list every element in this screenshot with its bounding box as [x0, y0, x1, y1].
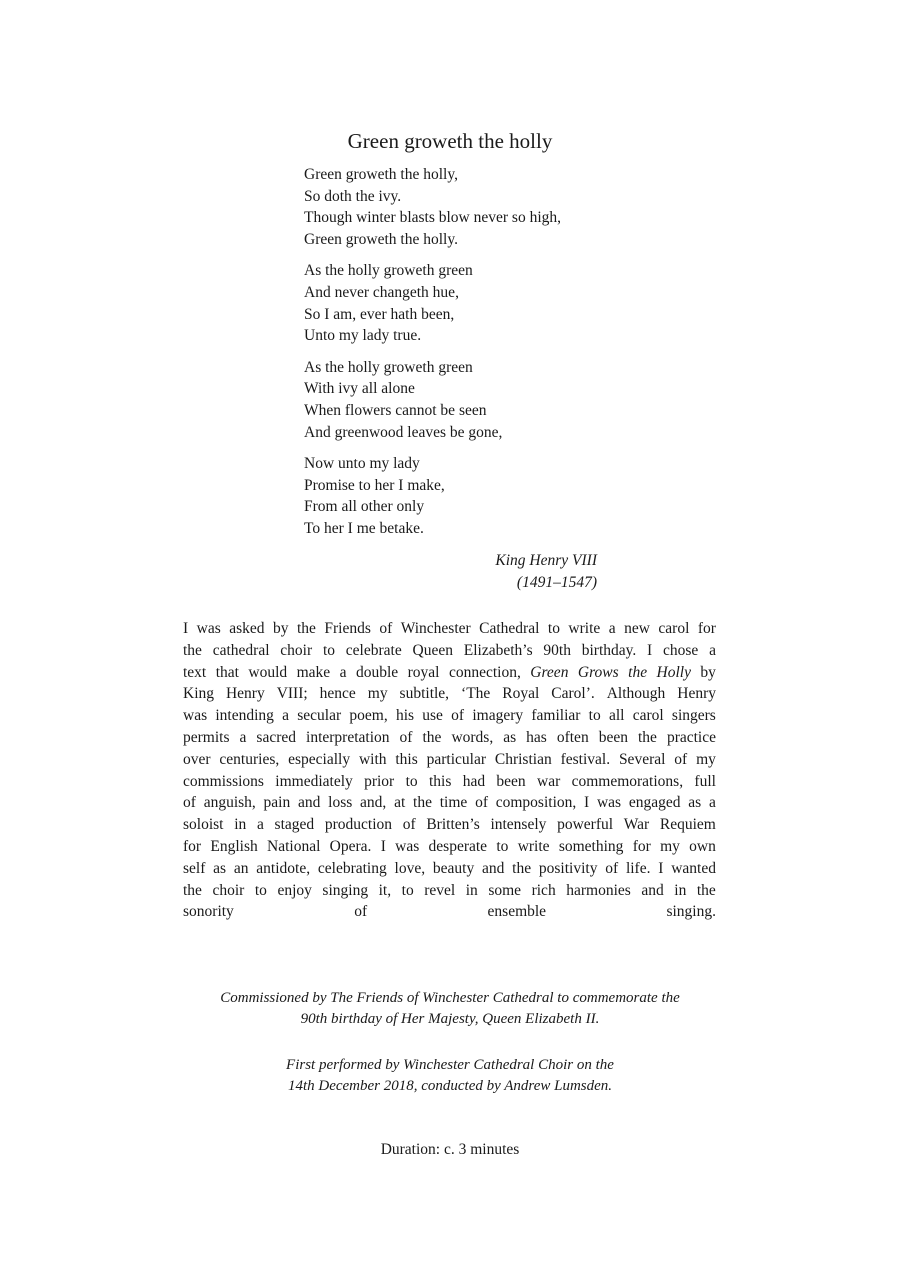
prose-word: secular — [297, 707, 342, 725]
prose-word: to — [322, 641, 335, 659]
stanza-1 — [304, 164, 561, 251]
prose-word: for — [697, 620, 716, 637]
prose-word: double — [355, 663, 399, 681]
prose-word: write — [568, 620, 601, 637]
prose-word: the — [183, 641, 202, 659]
prose-word: anguish, — [203, 794, 256, 812]
prose-line: sonority of ensemble singing. — [183, 903, 716, 921]
prose-word: self — [183, 859, 206, 877]
prose-word: antidote, — [256, 859, 311, 877]
commission-note — [0, 988, 900, 1030]
prose-word: singing — [322, 881, 369, 899]
prose-word: a — [282, 707, 290, 725]
prose-word: VIII; — [276, 685, 308, 703]
prose-word: of — [475, 794, 488, 812]
prose-word: was — [183, 707, 208, 725]
prose-word: intensely — [490, 816, 547, 834]
prose-word: this — [428, 772, 452, 790]
prose-word: to — [588, 707, 601, 725]
poem-text — [304, 164, 561, 549]
prose-word: choir — [212, 881, 245, 899]
premiere-note — [0, 1055, 900, 1097]
prose-word: text — [183, 663, 207, 681]
prose-word: use — [422, 707, 443, 725]
prose-word: war — [537, 772, 561, 790]
poem-line: And greenwood leaves be gone, — [304, 423, 503, 441]
prose-word: centuries, — [219, 750, 280, 768]
prose-word: as — [503, 728, 517, 746]
prose-word: life. — [625, 859, 651, 877]
poem-line: Green groweth the holly, — [304, 166, 458, 183]
prose-word: engaged — [628, 794, 681, 812]
prose-word: I — [584, 794, 590, 812]
prose-word: in — [234, 816, 247, 834]
prose-word: over — [183, 750, 211, 768]
prose-word: revel — [424, 881, 456, 899]
prose-word: soloist — [183, 816, 224, 834]
prose-line — [183, 749, 716, 771]
prose-word: production — [324, 816, 393, 834]
prose-word: a — [239, 728, 247, 746]
italic-title-word: Green — [530, 663, 569, 681]
prose-word: permits — [183, 728, 230, 746]
prose-word: King — [183, 685, 214, 703]
prose-word: to — [254, 881, 267, 899]
poem-line: Though winter blasts blow never so high, — [304, 209, 562, 227]
prose-word: familiar — [531, 707, 581, 725]
prose-word: 90th — [543, 641, 571, 659]
prose-word: particular — [426, 750, 487, 768]
prose-word: a — [608, 620, 616, 637]
prose-word: to — [547, 620, 560, 637]
prose-word: and — [481, 859, 505, 877]
stanza-3 — [304, 357, 561, 444]
prose-word: an — [233, 859, 249, 877]
prose-word: of — [451, 707, 465, 725]
prose-word: the — [696, 881, 716, 899]
prose-word: asked — [229, 620, 265, 637]
commission-line: 90th birthday of Her Majesty, Queen Elizabeth II. — [300, 1011, 600, 1027]
prose-word: especially — [288, 750, 351, 768]
prose-word: it, — [378, 881, 392, 899]
prose-word: carol — [632, 707, 664, 725]
prose-word: Britten’s — [426, 816, 480, 834]
prose-word: of — [379, 620, 393, 637]
prose-word: Queen — [412, 641, 453, 659]
italic-title-word: Grows — [577, 663, 619, 681]
prose-word: Winchester — [400, 620, 471, 637]
prose-word: that — [215, 663, 239, 681]
prose-word: my — [367, 685, 388, 703]
prose-word: Elizabeth’s — [463, 641, 533, 659]
prose-word: the — [512, 859, 532, 877]
prose-word: beauty — [432, 859, 475, 877]
prose-line — [183, 836, 716, 858]
prose-word: Royal — [502, 685, 540, 703]
prose-word: Henry — [225, 685, 265, 703]
prose-word: of — [183, 794, 196, 812]
prose-word: celebrating — [317, 859, 387, 877]
prose-word: the — [422, 728, 442, 746]
prose-word: by — [700, 663, 716, 681]
poem-author: King Henry VIII — [495, 552, 597, 569]
prose-word: by — [272, 620, 289, 637]
poem-line: Promise to her I make, — [304, 476, 445, 494]
premiere-line: First performed by Winchester Cathedral Choir on the — [286, 1057, 614, 1073]
prose-word: Friends — [324, 620, 371, 637]
prose-word: powerful — [557, 816, 614, 834]
prose-word: English — [210, 837, 258, 855]
prose-word: with — [358, 750, 387, 768]
prose-word: to — [401, 881, 414, 899]
prose-word: birthday. — [581, 641, 637, 659]
prose-word: Requiem — [659, 816, 716, 834]
prose-word: a — [709, 641, 716, 659]
prose-word: of — [402, 816, 416, 834]
prose-word: for — [183, 837, 202, 855]
prose-line — [183, 814, 716, 836]
prose-word: a — [708, 794, 716, 812]
prose-word: Cathedral — [479, 620, 540, 637]
prose-word: for — [632, 837, 651, 855]
poem-dates: (1491–1547) — [516, 573, 597, 591]
poem-line: When flowers cannot be seen — [304, 402, 487, 420]
prose-word: War — [623, 816, 650, 834]
poem-line: As the holly groweth green — [304, 262, 473, 280]
prose-word: interpretation — [306, 728, 390, 746]
prose-word: had — [462, 772, 486, 790]
prose-word: celebrate — [345, 641, 402, 659]
prose-word: imagery — [472, 707, 524, 725]
prose-word: loss — [328, 794, 353, 812]
prose-word: the — [296, 620, 316, 637]
prose-word: was — [596, 794, 622, 812]
prose-word: his — [395, 707, 415, 725]
prose-word: make — [296, 663, 331, 681]
prose-word: hence — [319, 685, 356, 703]
poem-line: Unto my lady true. — [304, 327, 422, 345]
prose-word: immediately — [275, 772, 353, 790]
prose-word: was — [196, 620, 221, 637]
premiere-line: 14th December 2018, conducted by Andrew Lumsden. — [287, 1078, 613, 1094]
prose-word: pain — [263, 794, 291, 812]
prose-word: Christian — [494, 750, 552, 768]
prose-word: would — [248, 663, 288, 681]
prose-word: I — [658, 859, 664, 877]
prose-word: composition, — [495, 794, 577, 812]
prose-word: I — [647, 641, 653, 659]
duration: Duration: c. 3 minutes — [380, 1141, 520, 1158]
prose-word: a — [256, 816, 264, 834]
prose-word: Although — [606, 685, 666, 703]
poem-line: With ivy all alone — [304, 380, 415, 398]
prose-line — [183, 618, 716, 640]
italic-title-word: Holly — [656, 663, 691, 681]
prose-line — [183, 858, 716, 880]
prose-word: I — [380, 837, 386, 855]
prose-word: Henry — [677, 685, 716, 703]
prose-word: Opera. — [329, 837, 372, 855]
prose-word: staged — [274, 816, 315, 834]
prose-word: was — [395, 837, 420, 855]
prose-word: write — [517, 837, 550, 855]
prose-word: I — [183, 620, 189, 637]
prose-line — [183, 792, 716, 814]
prose-word: been — [496, 772, 526, 790]
prose-line — [183, 880, 716, 902]
prose-word: enjoy — [277, 881, 312, 899]
prose-word: intending — [215, 707, 274, 725]
prose-word: as — [688, 794, 702, 812]
prose-line — [183, 771, 716, 793]
prose-word: Several — [618, 750, 666, 768]
prose-word: to — [405, 772, 418, 790]
poem-line: So I am, ever hath been, — [304, 305, 455, 323]
prose-word: poem, — [349, 707, 388, 725]
prose-word: and — [641, 881, 664, 899]
prose-word: positivity — [538, 859, 598, 877]
prose-word: as — [213, 859, 227, 877]
poem-line: Green groweth the holly. — [304, 231, 458, 249]
prose-word: commissions — [183, 772, 264, 790]
prose-word: subtitle, — [399, 685, 450, 703]
prose-word: my — [660, 837, 680, 855]
prose-word: often — [556, 728, 589, 746]
poem-line: And never changeth hue, — [304, 284, 459, 302]
prose-word: words, — [451, 728, 494, 746]
prose-word: the — [183, 881, 202, 899]
poem-line: From all other only — [304, 498, 425, 516]
stanza-2 — [304, 260, 561, 347]
prose-line — [183, 705, 716, 727]
prose-word: and, — [360, 794, 387, 812]
prose-word: in — [674, 881, 687, 899]
prose-word: wanted — [671, 859, 716, 877]
prose-word: this — [395, 750, 418, 768]
prose-word: has — [526, 728, 547, 746]
prose-word: to — [496, 837, 509, 855]
prose-word: harmonies — [566, 881, 631, 899]
prose-word: at — [394, 794, 406, 812]
poem-title: Green groweth the holly — [347, 129, 553, 153]
prose-word: carol — [658, 620, 690, 637]
prose-word: desperate — [428, 837, 488, 855]
prose-word: choir — [280, 641, 313, 659]
prose-word: connection, — [448, 663, 521, 681]
prose-word: practice — [666, 728, 716, 746]
prose-word: cathedral — [212, 641, 270, 659]
programme-note — [183, 618, 716, 923]
commission-line: Commissioned by The Friends of Winchester Cathedral to commemorate the — [220, 990, 680, 1006]
prose-word: own — [689, 837, 716, 855]
prose-word: something — [558, 837, 624, 855]
prose-word: all — [608, 707, 625, 725]
prose-word: and — [298, 794, 321, 812]
prose-word: the — [413, 794, 432, 812]
prose-word: rich — [531, 881, 556, 899]
prose-word: Carol’. — [551, 685, 595, 703]
prose-word: ‘The — [461, 685, 491, 703]
prose-word: sacred — [256, 728, 297, 746]
prose-word: full — [694, 772, 716, 790]
prose-word: National — [267, 837, 321, 855]
italic-title-word: the — [628, 663, 648, 681]
poem-attribution — [380, 550, 597, 593]
stanza-4 — [304, 453, 561, 540]
poem-line: Now unto my lady — [304, 454, 420, 472]
prose-word: singers — [671, 707, 716, 725]
prose-word: festival. — [560, 750, 611, 768]
prose-word: chose — [663, 641, 699, 659]
prose-word: new — [624, 620, 650, 637]
prose-word: the — [638, 728, 657, 746]
prose-word: a — [339, 663, 347, 681]
prose-word: love, — [394, 859, 426, 877]
prose-word: time — [439, 794, 468, 812]
prose-word: in — [465, 881, 478, 899]
poem-line: To her I me betake. — [304, 520, 424, 538]
prose-word: some — [488, 881, 522, 899]
prose-line — [183, 727, 716, 749]
poem-line: So doth the ivy. — [304, 187, 402, 205]
prose-word: of — [399, 728, 413, 746]
prose-word: prior — [364, 772, 395, 790]
prose-word: commemorations, — [571, 772, 684, 790]
poem-line: As the holly groweth green — [304, 358, 473, 376]
prose-word: of — [674, 750, 688, 768]
prose-word: of — [605, 859, 619, 877]
prose-line — [183, 683, 716, 705]
prose-word: royal — [407, 663, 440, 681]
prose-word: been — [598, 728, 628, 746]
prose-word: my — [696, 750, 716, 768]
prose-line — [183, 640, 716, 662]
prose-line — [183, 662, 716, 684]
